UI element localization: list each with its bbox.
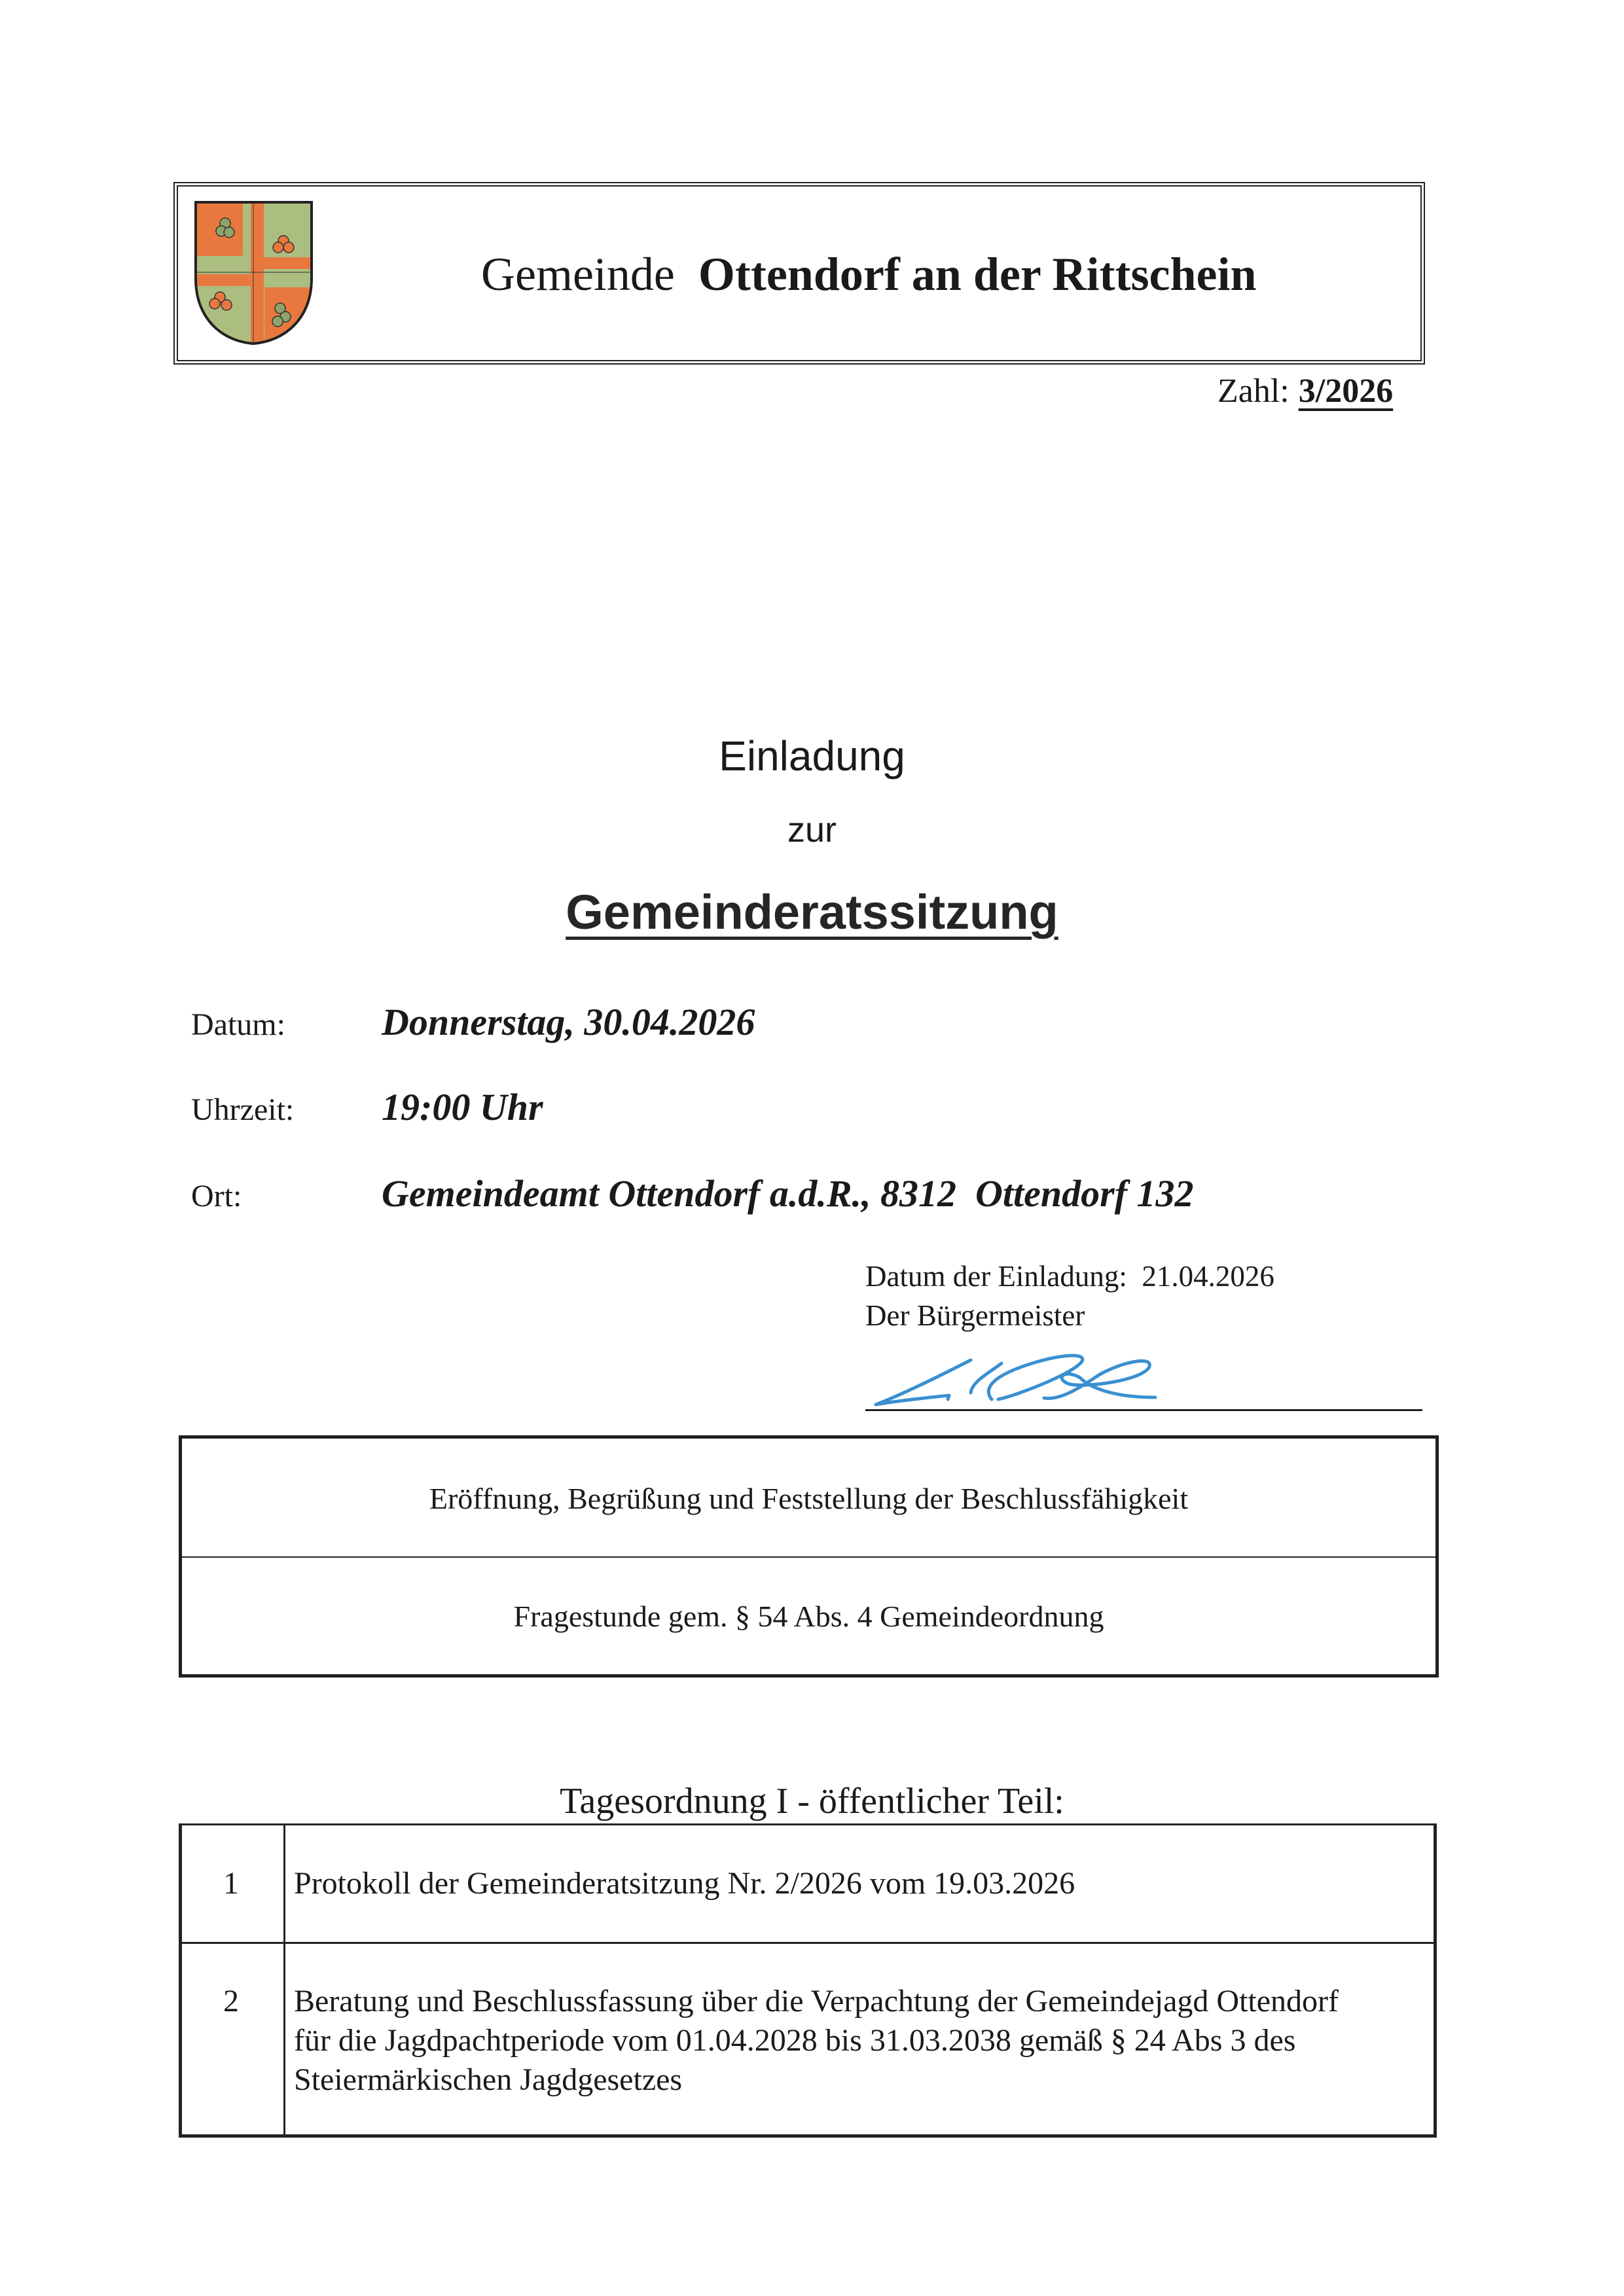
invitation-connector: zur (787, 810, 837, 850)
time-label: Uhrzeit: (191, 1092, 295, 1127)
date-value: Donnerstag, 30.04.2026 (382, 1001, 755, 1043)
zahl-label: Zahl: (1218, 372, 1290, 410)
signature-line (865, 1409, 1422, 1411)
agenda-row-divider (182, 1942, 1434, 1944)
meeting-type-text: Gemeinderatssitzung (566, 885, 1058, 939)
opening-items-box (179, 1435, 1439, 1677)
agenda-item-text-line: Steiermärkischen Jagdgesetzes (294, 2062, 683, 2097)
place-label: Ort: (191, 1179, 242, 1213)
time-value: 19:00 Uhr (382, 1086, 543, 1128)
meeting-type-title (0, 885, 1624, 939)
mayor-title: Der Bürgermeister (865, 1299, 1085, 1332)
signature-icon (864, 1342, 1178, 1414)
place-value: Gemeindeamt Ottendorf a.d.R., 8312 Ottendorf 132 (382, 1172, 1194, 1215)
opening-item: Eröffnung, Begrüßung und Feststellung der Beschlussfähigkeit (429, 1482, 1189, 1515)
agenda-item-number: 2 (223, 1984, 239, 2018)
invitation-date: Datum der Einladung: 21.04.2026 (865, 1260, 1274, 1293)
agenda-item-number: 1 (223, 1866, 239, 1901)
municipality-name: Ottendorf an der Rittschein (698, 248, 1257, 300)
zahl-value: 3/2026 (1298, 372, 1394, 410)
agenda-item-text-line: für die Jagdpachtperiode vom 01.04.2028 bis 31.03.2038 gemäß § 24 Abs 3 des (294, 2023, 1296, 2058)
coat-of-arms-icon (194, 200, 314, 346)
reference-number (1218, 374, 1393, 408)
agenda-item-text-line: Beratung und Beschlussfassung über die Verpachtung der Gemeindejagd Ottendorf (294, 1984, 1339, 2018)
opening-divider (182, 1556, 1435, 1558)
invitation-heading: Einladung (719, 732, 905, 780)
municipality-title (481, 248, 1257, 300)
opening-item: Fragestunde gem. § 54 Abs. 4 Gemeindeordnung (513, 1600, 1104, 1633)
agenda-column-divider (283, 1825, 285, 2134)
agenda-heading: Tagesordnung I - öffentlicher Teil: (560, 1781, 1064, 1821)
agenda-item-text: Protokoll der Gemeinderatsitzung Nr. 2/2026 vom 19.03.2026 (294, 1866, 1075, 1901)
title-prefix: Gemeinde (481, 248, 675, 300)
date-label: Datum: (191, 1007, 285, 1042)
